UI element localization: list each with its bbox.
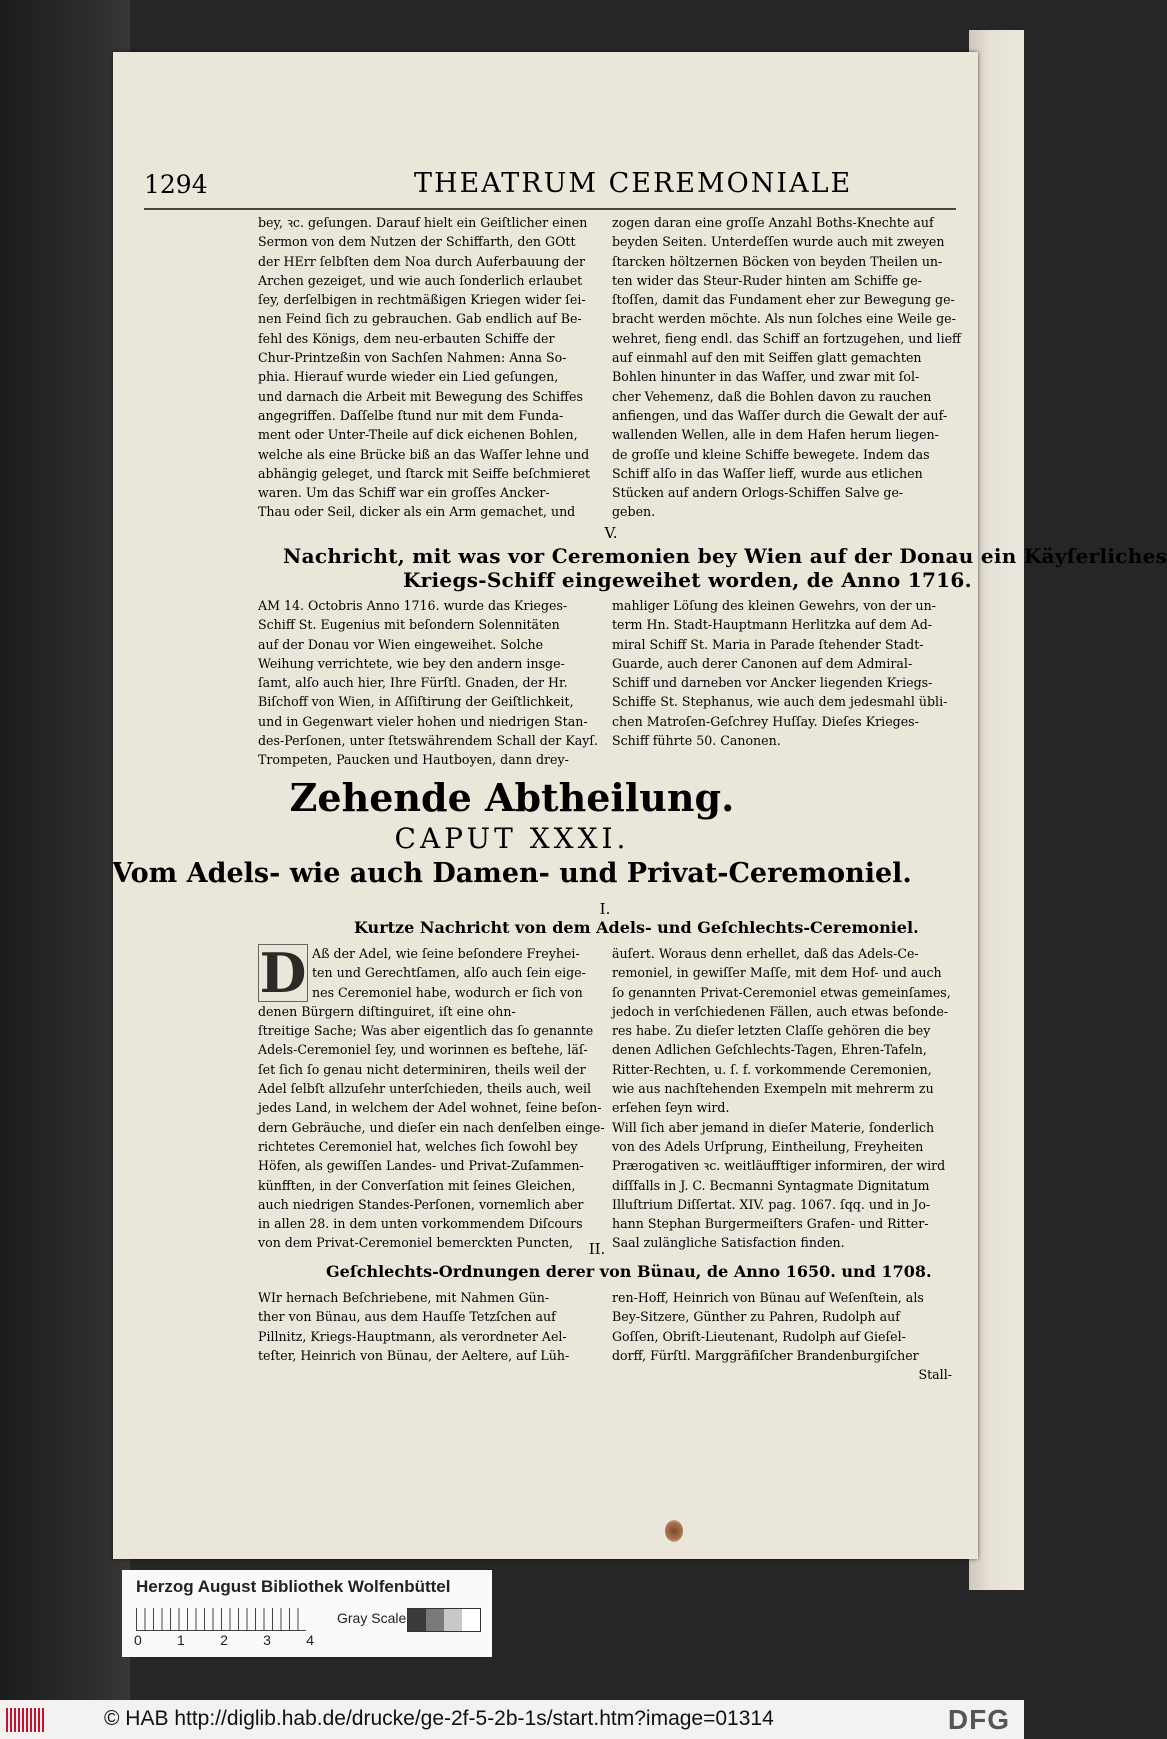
text-line: auf einmahl auf den mit Seiffen glatt gemachten bbox=[612, 350, 922, 366]
measure-scale bbox=[136, 1608, 306, 1631]
text-line: geben. bbox=[612, 504, 656, 520]
text-line: Schiffe St. Stephanus, wie auch dem jedesmahl übli- bbox=[612, 694, 948, 710]
text-line: res habe. Zu dieſer letzten Claſſe gehören die bey bbox=[612, 1023, 931, 1039]
text-line: Adels-Ceremoniel ſey, und worinnen es beſtehe, läſ- bbox=[258, 1042, 588, 1058]
section-number-ii: II. bbox=[588, 1240, 606, 1258]
text-line: dern Gebräuche, und dieſer ein nach denſelben einge- bbox=[258, 1119, 605, 1135]
text-line: Saal zulängliche Satisfaction finden. bbox=[612, 1235, 845, 1251]
text-line: künfften, in der Converſation mit ſeines Gleichen, bbox=[258, 1177, 576, 1193]
text-line: ren-Hoff, Heinrich von Bünau auf Weſenſtein, als bbox=[612, 1290, 924, 1305]
text-line: ſet ſich ſo genau nicht determiniren, theils weil der bbox=[258, 1061, 586, 1077]
text-line: denen Adlichen Geſchlechts-Tagen, Ehren-Tafeln, bbox=[612, 1042, 927, 1058]
text-line: Bey-Sitzere, Günther zu Pahren, Rudolph auf bbox=[612, 1309, 900, 1325]
barcode-icon bbox=[6, 1708, 46, 1732]
text-line: erſehen ſeyn wird. bbox=[612, 1100, 730, 1116]
scale-tick-label: 3 bbox=[263, 1632, 271, 1648]
paper-stain bbox=[665, 1520, 683, 1542]
text-line: ther von Bünau, aus dem Hauſſe Tetzſchen auf bbox=[258, 1309, 556, 1325]
text-line: WIr hernach Beſchriebene, mit Nahmen Gün- bbox=[258, 1290, 550, 1305]
text-line: chen Matroſen-Geſchrey Huſſay. Dieſes Krieges- bbox=[612, 713, 919, 729]
text-line: ſo genannten Privat-Ceremoniel etwas gemeinſames, bbox=[612, 984, 951, 1000]
text-line: miral Schiff St. Maria in Parade ſtehender Stadt- bbox=[612, 636, 924, 652]
text-line: remoniel, in gewiſſer Maſſe, mit dem Hof- und auch bbox=[612, 965, 942, 981]
text-line: wallenden Wellen, alle in dem Hafen herum liegen- bbox=[612, 427, 939, 443]
text-line: ſamt, alſo auch hier, Ihre Fürſtl. Gnaden, der Hr. bbox=[258, 675, 568, 691]
text-line: phia. Hierauf wurde wieder ein Lied geſungen, bbox=[258, 369, 559, 385]
division-title: Zehende Abtheilung. bbox=[289, 775, 735, 820]
scale-tick-label: 1 bbox=[177, 1632, 185, 1648]
text-line: beyden Seiten. Unterdeſſen wurde auch mit zweyen bbox=[612, 234, 945, 250]
text-line: hann Stephan Burgermeiſters Grafen- und Ritter- bbox=[612, 1216, 929, 1232]
text-line: ten und Gerechtſamen, alſo auch ſein eige- bbox=[312, 965, 586, 981]
text-line: Thau oder Seil, dicker als ein Arm gemachet, und bbox=[258, 504, 576, 520]
text-line: term Hn. Stadt-Hauptmann Herlitzka auf dem Ad- bbox=[612, 617, 933, 633]
text-line: waren. Um das Schiff war ein groſſes Ancker- bbox=[258, 485, 550, 501]
text-line: richtetes Ceremoniel hat, welches ſich ſowohl bey bbox=[258, 1138, 578, 1154]
text-line: Sermon von dem Nutzen der Schiffarth, den GOtt bbox=[258, 234, 576, 250]
text-line: anfiengen, und das Waſſer durch die Gewalt der auf- bbox=[612, 407, 948, 423]
text-line: angegriffen. Daſſelbe ſtund nur mit dem Funda- bbox=[258, 407, 564, 423]
scale-tick-label: 4 bbox=[306, 1632, 314, 1648]
text-line: nes Ceremoniel habe, wodurch er ſich von bbox=[312, 984, 583, 1000]
text-line: welche als eine Brücke biß an das Waſſer lehne und bbox=[258, 446, 590, 462]
column-ii-right bbox=[612, 1288, 954, 1365]
catchword: Stall- bbox=[918, 1367, 952, 1382]
text-line: jedes Land, in welchem der Adel wohnet, ſeine beſon- bbox=[258, 1100, 602, 1116]
text-line: äuſert. Woraus denn erhellet, daß das Adels-Ce- bbox=[612, 946, 919, 961]
text-line: fehl des Königs, dem neu-erbauten Schiffe der bbox=[258, 330, 555, 346]
column-ii-left bbox=[258, 1288, 610, 1365]
text-line: Höfen, als gewiſſen Landes- und Privat-Zuſammen- bbox=[258, 1158, 584, 1174]
text-line: von dem Privat-Ceremoniel bemerckten Puncten, bbox=[258, 1235, 574, 1251]
gray-scale-label: Gray Scale bbox=[337, 1610, 407, 1626]
text-line: bracht werden möchte. Als nun ſolches eine Weile ge- bbox=[612, 311, 956, 327]
text-line: Bohlen hinunter in das Waſſer, und zwar mit ſol- bbox=[612, 369, 920, 385]
section-number-v: V. bbox=[604, 524, 618, 542]
gray-swatch bbox=[462, 1609, 480, 1631]
text-line: Schiff führte 50. Canonen. bbox=[612, 733, 781, 749]
text-line: Archen gezeiget, und wie auch ſonderlich erlaubet bbox=[258, 272, 583, 288]
scale-ticks bbox=[134, 1632, 314, 1648]
footer-bar bbox=[0, 1700, 1024, 1739]
text-line: zogen daran eine groſſe Anzahl Boths-Knechte auf bbox=[612, 215, 934, 230]
text-line: Trompeten, Paucken und Hautboyen, dann drey- bbox=[258, 752, 569, 768]
section-i-heading: Kurtze Nachricht von dem Adels- und Geſchlechts-Ceremoniel. bbox=[354, 918, 919, 937]
text-line: Weihung verrichtete, wie bey den andern insge- bbox=[258, 655, 565, 671]
source-url[interactable]: © HAB http://diglib.hab.de/drucke/ge-2f-5-2b-1s/start.htm?image=01314 bbox=[104, 1707, 774, 1730]
section-v-heading-line1: Nachricht, mit was vor Ceremonien bey Wien auf der Donau ein Käyſerliches bbox=[283, 544, 1167, 568]
gray-scale-swatches bbox=[407, 1608, 481, 1632]
text-line: bey, ꝛc. geſungen. Darauf hielt ein Geiſtlicher einen bbox=[258, 215, 588, 230]
text-line: Stücken auf andern Orlogs-Schiffen Salve ge- bbox=[612, 485, 904, 501]
text-line: auch niedrigen Standes-Perſonen, vornemlich aber bbox=[258, 1196, 584, 1212]
column-i-right bbox=[612, 944, 954, 1253]
text-line: cher Vehemenz, daß die Bohlen davon zu rauchen bbox=[612, 388, 932, 404]
section-v-heading-line2: Kriegs-Schiff eingeweihet worden, de Anno 1716. bbox=[403, 568, 972, 592]
text-line: jedoch in verſchiedenen Fällen, auch etwas beſonde- bbox=[612, 1003, 949, 1019]
text-line: wehret, fieng endl. das Schiff an fortzugehen, und lieff bbox=[612, 330, 962, 346]
section-number-i: I. bbox=[599, 900, 611, 918]
text-line: von des Adels Urſprung, Eintheilung, Freyheiten bbox=[612, 1138, 924, 1154]
text-line: auf der Donau vor Wien eingeweihet. Solche bbox=[258, 636, 544, 652]
text-line: Adel ſelbſt allzuſehr unterſchieden, theils auch, weil bbox=[258, 1081, 592, 1097]
text-line: und darnach die Arbeit mit Bewegung des Schiffes bbox=[258, 388, 583, 404]
gray-swatch bbox=[444, 1609, 462, 1631]
text-line: Schiff alſo in das Waſſer lieff, wurde aus etlichen bbox=[612, 465, 923, 481]
text-line: denen Bürgern diſtinguiret, iſt eine ohn- bbox=[258, 1003, 516, 1019]
text-line: Aß der Adel, wie ſeine beſondere Freyhei- bbox=[312, 946, 580, 961]
text-line: ment oder Unter-Theile auf dick eichenen Bohlen, bbox=[258, 427, 578, 443]
text-line: Pillnitz, Kriegs-Hauptmann, als verordneter Ael- bbox=[258, 1328, 567, 1344]
column-v-right bbox=[612, 596, 954, 750]
text-line: in allen 28. in dem unten vorkommendem Diſcours bbox=[258, 1216, 583, 1232]
column-top-left bbox=[258, 213, 610, 522]
text-line: mahliger Löſung des kleinen Gewehrs, von der un- bbox=[612, 598, 937, 613]
text-line: Guarde, auch derer Canonen auf dem Admiral- bbox=[612, 655, 913, 671]
text-line: de groſſe und kleine Schiffe bewegete. Indem das bbox=[612, 446, 930, 462]
text-line: dorff, Fürſtl. Marggräfiſcher Brandenburgiſcher bbox=[612, 1347, 919, 1363]
gray-swatch bbox=[408, 1609, 426, 1631]
text-line: Goſſen, Obriſt-Lieutenant, Rudolph auf Gieſel- bbox=[612, 1328, 906, 1344]
header-rule bbox=[144, 208, 956, 210]
text-line: Schiff St. Eugenius mit beſondern Solennitäten bbox=[258, 617, 560, 633]
running-title: THEATRUM CEREMONIALE bbox=[414, 168, 853, 199]
text-line: wie aus nachſtehenden Exempeln mit mehrerm zu bbox=[612, 1081, 934, 1097]
text-line: Biſchoff von Wien, in Aſſiſtirung der Geiſtlichkeit, bbox=[258, 694, 574, 710]
text-line: ſtarcken höltzernen Böcken von beyden Theilen un- bbox=[612, 253, 943, 269]
text-line: Prærogativen ꝛc. weitläufftiger informiren, der wird bbox=[612, 1158, 946, 1174]
text-line: der HErr ſelbſten dem Noa durch Auferbauung der bbox=[258, 253, 586, 269]
text-line: Illuſtrium Diſſertat. XIV. pag. 1067. ſqq. und in Jo- bbox=[612, 1196, 931, 1212]
text-line: teſter, Heinrich von Bünau, der Aeltere, auf Lüh- bbox=[258, 1347, 570, 1363]
division-subtitle: Vom Adels- wie auch Damen- und Privat-Ceremoniel. bbox=[112, 858, 912, 889]
text-line: ten wider das Steur-Ruder hinten am Schiffe ge- bbox=[612, 272, 922, 288]
scale-tick-label: 0 bbox=[134, 1632, 142, 1648]
text-line: Schiff und darneben vor Ancker liegenden Kriegs- bbox=[612, 675, 933, 691]
text-line: ſtreitige Sache; Was aber eigentlich das ſo genannte bbox=[258, 1023, 594, 1039]
page-header bbox=[144, 170, 944, 210]
column-i-left bbox=[258, 941, 610, 1253]
library-name: Herzog August Bibliothek Wolfenbüttel bbox=[136, 1577, 451, 1596]
dfg-logo: DFG bbox=[947, 1704, 1010, 1735]
text-line: ſey, derſelbigen in rechtmäßigen Kriegen wider ſei- bbox=[258, 292, 586, 308]
text-line: des-Perſonen, unter ſtetswährendem Schall der Kayſ. bbox=[258, 733, 599, 749]
text-line: Ritter-Rechten, u. ſ. f. vorkommende Ceremonien, bbox=[612, 1061, 932, 1077]
text-line: nen Feind ſich zu gebrauchen. Gab endlich auf Be- bbox=[258, 311, 582, 327]
text-line: abhängig geleget, und ſtarck mit Seiffe beſchmieret bbox=[258, 465, 591, 481]
text-line: diſſfalls in J. C. Becmanni Syntagmate Dignitatum bbox=[612, 1177, 930, 1193]
gray-swatch bbox=[426, 1609, 444, 1631]
caput-heading: CAPUT XXXI. bbox=[394, 822, 630, 855]
calibration-card bbox=[122, 1570, 492, 1657]
page-number: 1294 bbox=[144, 170, 208, 199]
drop-cap: D bbox=[259, 941, 307, 1005]
text-line: und in Gegenwart vieler hohen und niedrigen Stan- bbox=[258, 713, 588, 729]
text-line: Chur-Printzeßin von Sachſen Nahmen: Anna So- bbox=[258, 350, 567, 366]
text-line: Will ſich aber jemand in dieſer Materie, ſonderlich bbox=[612, 1119, 935, 1135]
text-line: AM 14. Octobris Anno 1716. wurde das Krieges- bbox=[258, 598, 568, 613]
column-top-right bbox=[612, 213, 962, 522]
text-line: ſtoſſen, damit das Fundament eher zur Bewegung ge- bbox=[612, 292, 955, 308]
section-ii-heading: Geſchlechts-Ordnungen derer von Bünau, de Anno 1650. und 1708. bbox=[326, 1262, 932, 1281]
column-v-left bbox=[258, 596, 610, 770]
scale-tick-label: 2 bbox=[220, 1632, 228, 1648]
